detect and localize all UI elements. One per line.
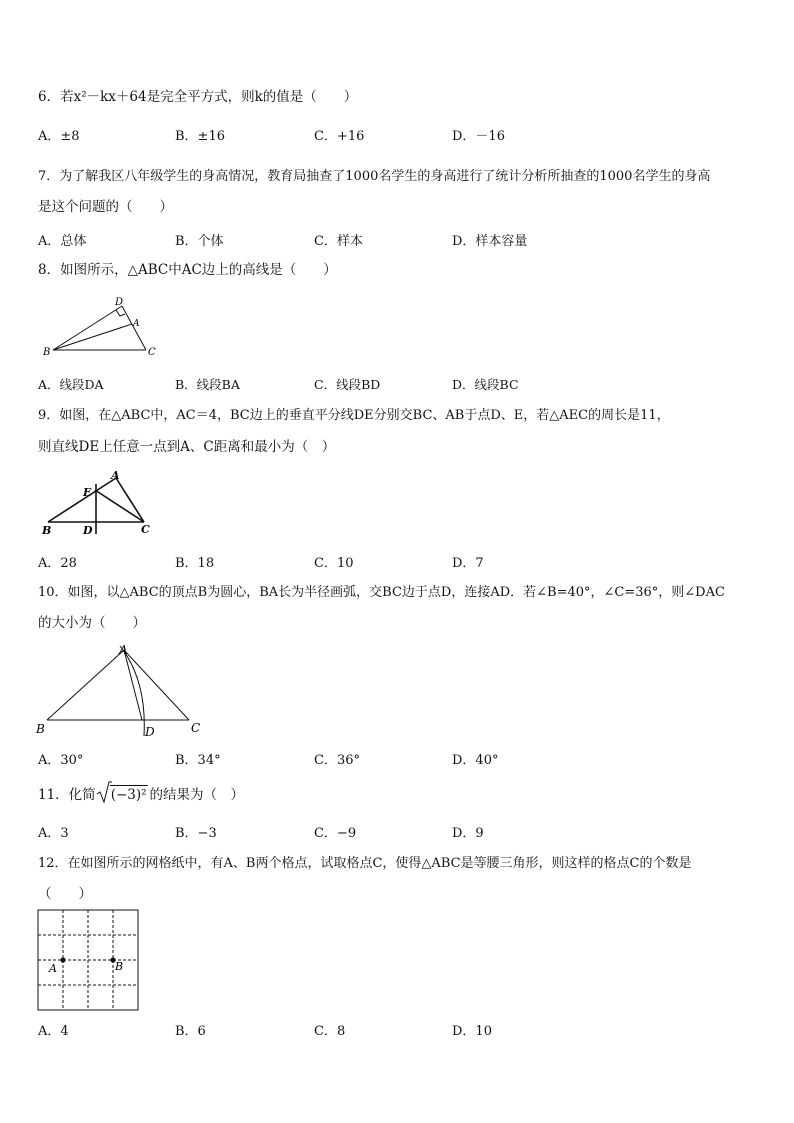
label-c: C: [148, 347, 156, 358]
option-c[interactable]: C．10: [314, 556, 354, 571]
option-b[interactable]: B．线段BA: [175, 377, 240, 392]
radical-expression: [96, 786, 148, 804]
question-11-prefix: 11．化简: [38, 787, 96, 803]
radical-sign-icon: [96, 781, 112, 805]
label-e: E: [83, 486, 92, 499]
question-6-options: [38, 125, 758, 143]
label-b: B: [42, 524, 52, 537]
option-a[interactable]: A．4: [38, 1024, 69, 1039]
question-11-options: [38, 822, 758, 840]
option-b[interactable]: B．18: [175, 556, 215, 571]
question-10-figure: [34, 640, 214, 740]
option-d[interactable]: D．－16: [452, 129, 505, 144]
option-a[interactable]: A．±8: [38, 129, 80, 144]
label-c: C: [191, 721, 201, 735]
question-10-stem-line1: 10．如图，以△ABC的顶点B为圆心，BA长为半径画弧，交BC边于点D，连接AD．若∠B=40°，∠C=36°，则∠DAC: [38, 585, 725, 600]
label-b: B: [36, 722, 45, 736]
label-d: D: [145, 725, 155, 739]
radicand: (−3)²: [110, 787, 147, 803]
option-b[interactable]: B．−3: [175, 826, 217, 841]
option-d[interactable]: D．线段BC: [452, 377, 519, 392]
option-d[interactable]: D．40°: [452, 753, 499, 768]
point-a: [60, 957, 65, 962]
question-8-options: [38, 375, 758, 393]
option-d[interactable]: D．样本容量: [452, 234, 528, 249]
option-b[interactable]: B．34°: [175, 753, 221, 768]
option-a[interactable]: A．30°: [38, 753, 84, 768]
option-c[interactable]: C．线段BD: [314, 377, 381, 392]
question-12-stem-line1: 12．在如图所示的网格纸中，有A、B两个格点，试取格点C，使得△ABC是等腰三角形，则这样的格点C的个数是: [38, 856, 692, 871]
question-10-options: [38, 749, 758, 767]
question-12-options: [38, 1020, 758, 1038]
label-a: A: [49, 962, 57, 975]
question-12-stem-line2: （ ）: [38, 886, 92, 902]
question-7-stem-line2: 是这个问题的（ ）: [38, 199, 173, 215]
option-c[interactable]: C．+16: [314, 129, 365, 144]
question-7-stem-line1: 7．为了解我区八年级学生的身高情况，教育局抽查了1000名学生的身高进行了统计分析所抽查的1000名学生的身高: [38, 169, 711, 184]
question-11-suffix: 的结果为（ ）: [149, 787, 245, 803]
question-12-grid-figure: [36, 908, 140, 1012]
option-b[interactable]: B．个体: [175, 234, 224, 249]
question-9-options: [38, 552, 758, 570]
question-8-figure: [36, 292, 166, 362]
question-11-stem: [38, 786, 244, 804]
question-6-stem: 6．若x²－kx＋64是完全平方式，则k的值是（ ）: [38, 89, 358, 105]
option-c[interactable]: C．36°: [314, 753, 360, 768]
option-b[interactable]: B．6: [175, 1024, 206, 1039]
option-d[interactable]: D．9: [452, 826, 484, 841]
option-d[interactable]: D．7: [452, 556, 484, 571]
label-c: C: [141, 523, 150, 536]
option-d[interactable]: D．10: [452, 1024, 492, 1039]
question-9-stem-line1: 9．如图，在△ABC中，AC＝4，BC边上的垂直平分线DE分别交BC、AB于点D、E，若△AEC的周长是11，: [38, 408, 670, 423]
question-7-options: [38, 230, 758, 248]
option-a[interactable]: A．线段DA: [38, 377, 104, 392]
option-a[interactable]: A．28: [38, 556, 77, 571]
label-a: A: [111, 469, 120, 482]
label-d: D: [115, 297, 124, 308]
question-10-stem-line2: 的大小为（ ）: [38, 615, 146, 631]
option-a[interactable]: A．3: [38, 826, 69, 841]
question-9-stem-line2: 则直线DE上任意一点到A、C距离和最小为（ ）: [38, 439, 336, 455]
label-b: B: [115, 960, 124, 973]
label-b: B: [43, 347, 51, 358]
option-c[interactable]: C．−9: [314, 826, 357, 841]
option-c[interactable]: C．样本: [314, 234, 363, 249]
question-9-figure: [36, 466, 166, 538]
option-b[interactable]: B．±16: [175, 129, 225, 144]
label-a: A: [119, 643, 128, 657]
option-a[interactable]: A．总体: [38, 234, 87, 249]
label-d: D: [83, 524, 93, 537]
label-a: A: [133, 319, 140, 329]
question-8-stem: 8．如图所示，△ABC中AC边上的高线是（ ）: [38, 262, 337, 278]
option-c[interactable]: C．8: [314, 1024, 346, 1039]
